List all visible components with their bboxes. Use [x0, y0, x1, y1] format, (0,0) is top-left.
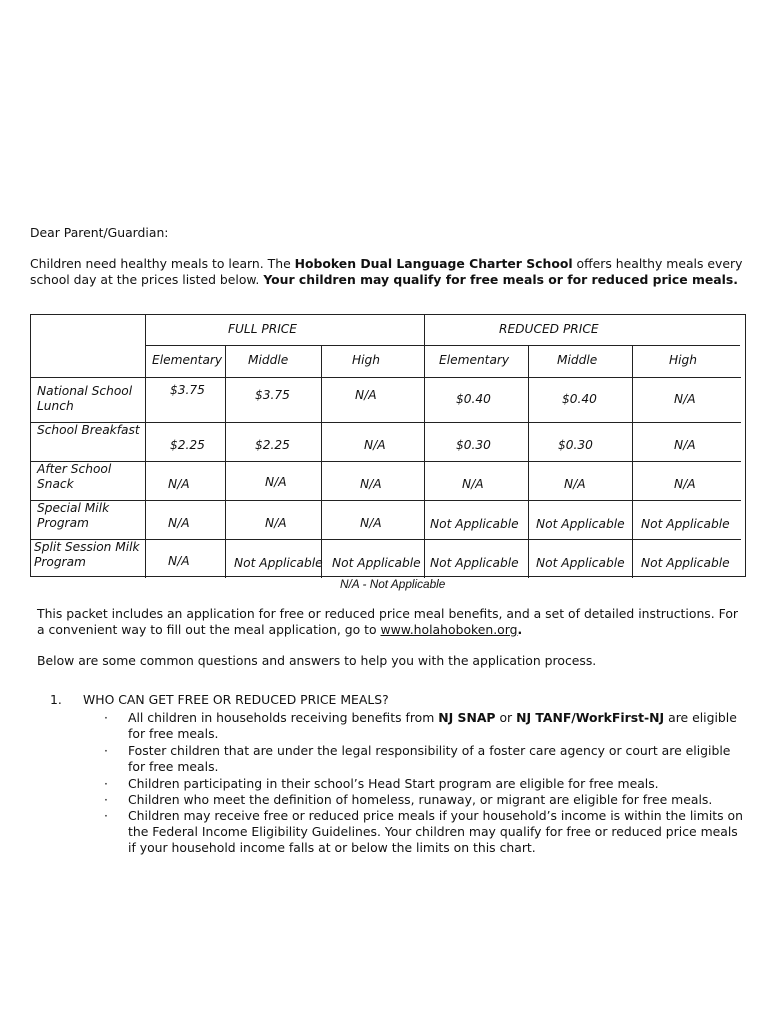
price-cell: $3.75	[170, 383, 205, 397]
intro-paragraph	[30, 256, 745, 288]
bullet-item: Foster children that are under the legal responsibility of a foster care agency or court are eligible for free meals.	[128, 743, 731, 774]
price-cell: N/A	[360, 516, 382, 530]
bullet-text: are eligible for free meals.	[128, 710, 737, 741]
bullet-item	[128, 710, 746, 742]
faq-number: 1.	[50, 692, 62, 707]
price-cell: N/A	[674, 477, 696, 491]
level-header: Middle	[248, 353, 289, 367]
level-header: Middle	[557, 353, 598, 367]
packet-text: This packet includes an application for free or reduced price meal benefits, and a set of detailed instructions. For a convenient way to fill out the meal application, go to	[37, 606, 738, 637]
price-cell: Not Applicable	[536, 556, 625, 570]
price-table	[30, 314, 746, 577]
full-price-header: FULL PRICE	[228, 322, 298, 336]
bullet-item: Children participating in their school’s Head Start program are eligible for free meals.	[128, 776, 659, 791]
price-cell: Not Applicable	[234, 556, 323, 570]
price-cell: N/A	[168, 516, 190, 530]
row-label-after-school-snack: After School Snack	[37, 462, 112, 491]
greeting: Dear Parent/Guardian:	[30, 225, 169, 240]
price-cell: N/A	[355, 388, 377, 402]
reduced-price-header: REDUCED PRICE	[499, 322, 599, 336]
price-cell: N/A	[564, 477, 586, 491]
school-name: Hoboken Dual Language Charter School	[294, 256, 573, 271]
intro-text-2: offers healthy meals every school day at the prices listed below.	[30, 256, 743, 287]
nj-snap: NJ SNAP	[438, 710, 496, 725]
bullet-marker: ·	[104, 808, 108, 823]
level-header: High	[352, 353, 381, 367]
packet-period: .	[517, 622, 523, 637]
price-cell: $0.40	[456, 392, 491, 406]
bullet-item: Children who meet the definition of homeless, runaway, or migrant are eligible for free meals.	[128, 792, 713, 807]
row-label-national-school-lunch: National School Lunch	[37, 384, 133, 413]
bullet-marker: ·	[104, 743, 108, 758]
price-cell: N/A	[168, 554, 190, 568]
bullet-text: All children in households receiving benefits from	[128, 710, 439, 725]
price-cell: $2.25	[170, 438, 205, 452]
level-header: Elementary	[439, 353, 510, 367]
price-cell: N/A	[462, 477, 484, 491]
price-cell: Not Applicable	[430, 556, 519, 570]
packet-paragraph	[37, 606, 747, 638]
website-link[interactable]: www.holahoboken.org	[380, 622, 518, 637]
row-label-split-session-milk-program: Split Session Milk Program	[34, 540, 140, 569]
bullet-item: Children may receive free or reduced price meals if your household’s income is within the limits on the Federal Income Eligibility Guidelines. Your children may qualify for free or reduced price meals if your household income falls at or below the limits on this chart.	[128, 808, 743, 855]
price-cell: Not Applicable	[430, 517, 519, 531]
price-cell: Not Applicable	[332, 556, 421, 570]
bullet-marker: ·	[104, 792, 108, 807]
bullet-text: or	[495, 710, 517, 725]
price-cell: $3.75	[255, 388, 290, 402]
price-cell: N/A	[674, 438, 696, 452]
price-cell: $0.40	[562, 392, 597, 406]
row-label-special-milk-program: Special Milk Program	[37, 501, 110, 530]
price-cell: $2.25	[255, 438, 290, 452]
price-cell: $0.30	[558, 438, 593, 452]
price-cell: N/A	[674, 392, 696, 406]
nj-tanf: NJ TANF/WorkFirst-NJ	[516, 710, 665, 725]
bullet-marker: ·	[104, 710, 108, 725]
price-cell: N/A	[265, 516, 287, 530]
bullet-marker: ·	[104, 776, 108, 791]
price-cell: N/A	[364, 438, 386, 452]
faq-question: WHO CAN GET FREE OR REDUCED PRICE MEALS?	[83, 692, 389, 707]
price-cell: N/A	[360, 477, 382, 491]
row-label-school-breakfast: School Breakfast	[37, 423, 140, 437]
qualify-statement: Your children may qualify for free meals or for reduced price meals.	[263, 272, 738, 287]
price-cell: Not Applicable	[641, 517, 730, 531]
price-cell: Not Applicable	[641, 556, 730, 570]
price-cell: N/A	[265, 475, 287, 489]
level-header: High	[669, 353, 698, 367]
price-cell: N/A	[168, 477, 190, 491]
common-questions-intro: Below are some common questions and answers to help you with the application process.	[37, 653, 597, 668]
intro-text: Children need healthy meals to learn. The	[30, 256, 295, 271]
price-cell: $0.30	[456, 438, 491, 452]
level-header: Elementary	[152, 353, 223, 367]
price-cell: Not Applicable	[536, 517, 625, 531]
table-footnote: N/A - Not Applicable	[340, 577, 446, 591]
